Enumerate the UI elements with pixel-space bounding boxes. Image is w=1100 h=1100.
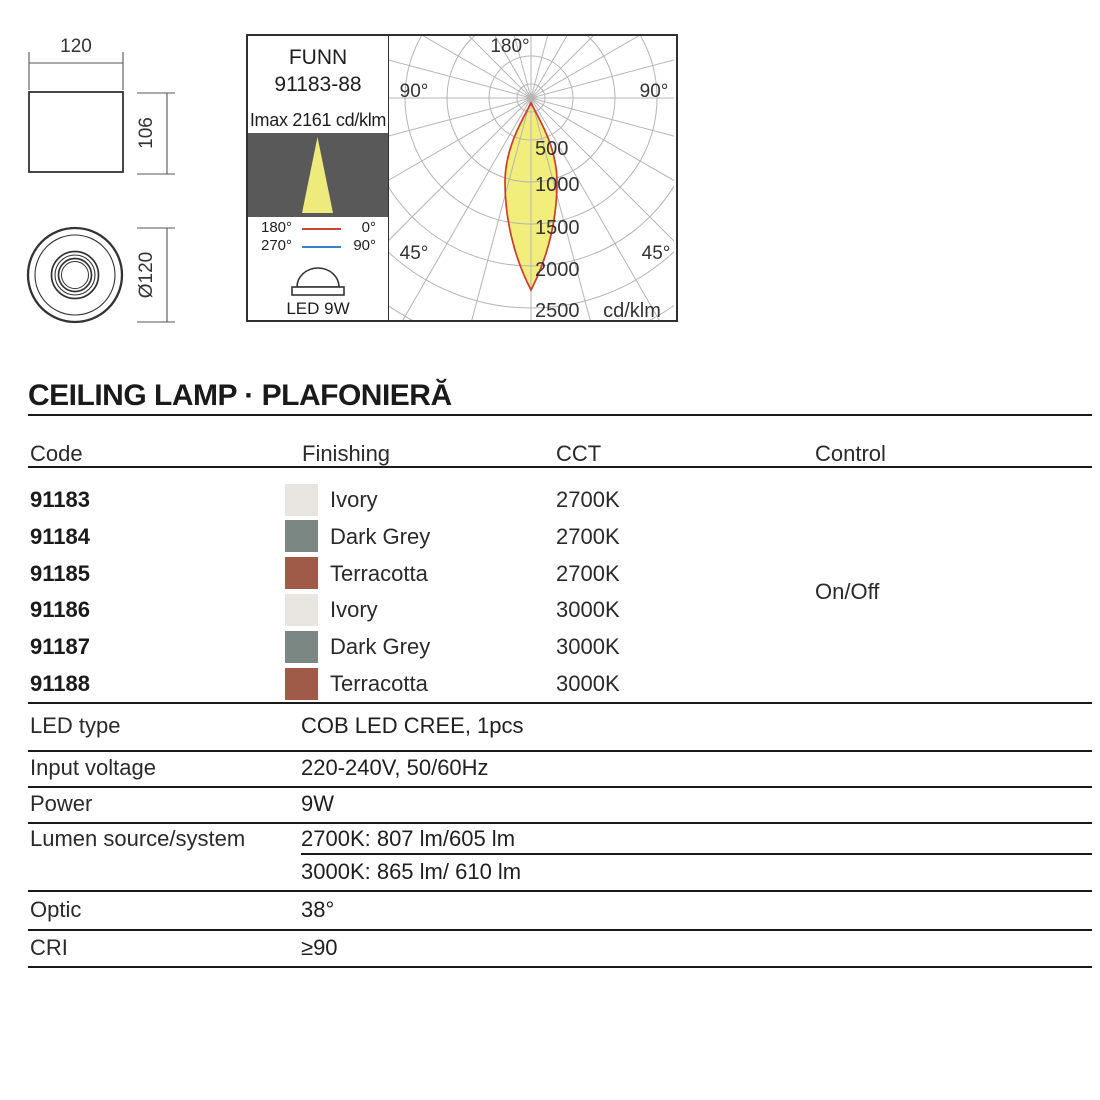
ring-label-1000: 1000 — [535, 174, 580, 196]
spec-divider — [28, 966, 1092, 968]
cct-cell: 2700K — [556, 487, 620, 512]
column-header-finishing: Finishing — [302, 441, 391, 466]
legend-label-270: 270° — [261, 236, 293, 254]
led-lamp-icon — [290, 262, 346, 298]
cct-cell: 3000K — [556, 634, 620, 660]
table-row — [0, 518, 1100, 555]
legend-label-0: 0° — [361, 218, 376, 236]
lamp-top-view — [28, 228, 122, 322]
c90-plane-line-icon — [302, 246, 341, 248]
spec-label: Lumen source/system — [30, 825, 246, 851]
cct-cell: 2700K — [556, 523, 620, 549]
legend-label-180: 180° — [261, 218, 293, 236]
legend-row-c0 — [248, 218, 388, 236]
spec-value: 3000K: 865 lm/ 610 lm — [301, 858, 522, 884]
lamp-type-label: LED 9W — [286, 299, 350, 318]
control-cell: On/Off — [815, 578, 880, 604]
ring-label-1500: 1500 — [535, 217, 580, 239]
finish-swatch — [285, 594, 318, 626]
product-codes: 91183-88 — [274, 73, 362, 96]
width-dimension-lines — [29, 52, 123, 90]
spec-divider — [28, 929, 1092, 931]
polar-label-90-left: 90° — [399, 81, 429, 102]
code-cell: 91186 — [30, 597, 90, 623]
cct-cell: 2700K — [556, 560, 620, 586]
column-header-code: Code — [30, 441, 83, 466]
c0-plane-line-icon — [302, 228, 341, 230]
column-header-control: Control — [815, 441, 886, 466]
photometry-card — [246, 34, 390, 322]
code-cell: 91185 — [30, 560, 90, 586]
ring-label-500: 500 — [535, 138, 569, 160]
product-family-and-codes — [248, 44, 388, 98]
code-cell: 91188 — [30, 671, 90, 696]
finish-cell: Ivory — [330, 487, 378, 512]
spec-divider — [28, 890, 1092, 892]
header-divider — [28, 466, 1092, 468]
beam-cone-pictogram — [248, 133, 388, 217]
cct-cell: 3000K — [556, 671, 620, 696]
title-divider — [28, 414, 1092, 416]
finish-swatch — [285, 668, 318, 700]
polar-label-180: 180° — [490, 36, 530, 57]
table-row — [0, 628, 1100, 665]
spec-divider — [28, 786, 1092, 788]
polar-unit-label: cd/klm — [603, 300, 661, 320]
finish-swatch — [285, 631, 318, 663]
finish-cell: Ivory — [330, 597, 378, 623]
spec-value: 2700K: 807 lm/605 lm — [301, 825, 516, 851]
table-row — [0, 665, 1100, 702]
finish-cell: Terracotta — [330, 560, 428, 586]
code-cell: 91183 — [30, 487, 90, 512]
table-divider — [28, 702, 1092, 704]
height-dimension-label: 106 — [136, 117, 157, 149]
polar-label-45-left: 45° — [399, 243, 429, 264]
polar-label-90-right: 90° — [639, 81, 669, 102]
finish-swatch — [285, 484, 318, 516]
table-row — [0, 591, 1100, 628]
ring-label-2500: 2500 — [535, 300, 580, 320]
spec-value: 38° — [301, 896, 335, 922]
finish-cell: Terracotta — [330, 671, 428, 696]
spec-value: 220-240V, 50/60Hz — [301, 755, 489, 780]
diameter-dimension-label: Ø120 — [136, 251, 157, 299]
spec-label: CRI — [30, 934, 68, 960]
code-cell: 91187 — [30, 634, 90, 660]
spec-value: 9W — [301, 791, 334, 816]
spec-label: Input voltage — [30, 755, 156, 780]
finish-swatch — [285, 557, 318, 589]
finish-swatch — [285, 520, 318, 552]
spec-value: COB LED CREE, 1pcs — [301, 713, 524, 738]
polar-grid — [389, 36, 674, 320]
imax-value: Imax 2161 cd/klm — [249, 110, 387, 130]
dimension-drawing — [20, 30, 200, 330]
ring-label-2000: 2000 — [535, 259, 580, 281]
spec-label: Power — [30, 791, 93, 816]
spec-label: LED type — [30, 713, 121, 738]
table-row — [0, 555, 1100, 592]
page-title: CEILING LAMP · PLAFONIERĂ — [28, 379, 452, 412]
cct-cell: 3000K — [556, 597, 620, 623]
table-row — [0, 481, 1100, 518]
beam-cone-icon — [302, 137, 333, 213]
width-dimension-label: 120 — [60, 36, 92, 57]
column-header-cct: CCT — [556, 441, 602, 466]
product-family: FUNN — [288, 46, 348, 69]
lamp-front-view — [29, 92, 123, 172]
code-cell: 91184 — [30, 523, 90, 549]
spec-label: Optic — [30, 896, 82, 922]
legend-row-c90 — [248, 236, 388, 254]
finish-cell: Dark Grey — [330, 523, 431, 549]
polar-label-45-right: 45° — [641, 243, 671, 264]
spec-value: ≥90 — [301, 934, 338, 960]
plane-legend — [248, 218, 388, 254]
legend-label-90: 90° — [353, 236, 376, 254]
spec-divider — [28, 750, 1092, 752]
finish-cell: Dark Grey — [330, 634, 431, 660]
polar-diagram — [389, 34, 678, 322]
